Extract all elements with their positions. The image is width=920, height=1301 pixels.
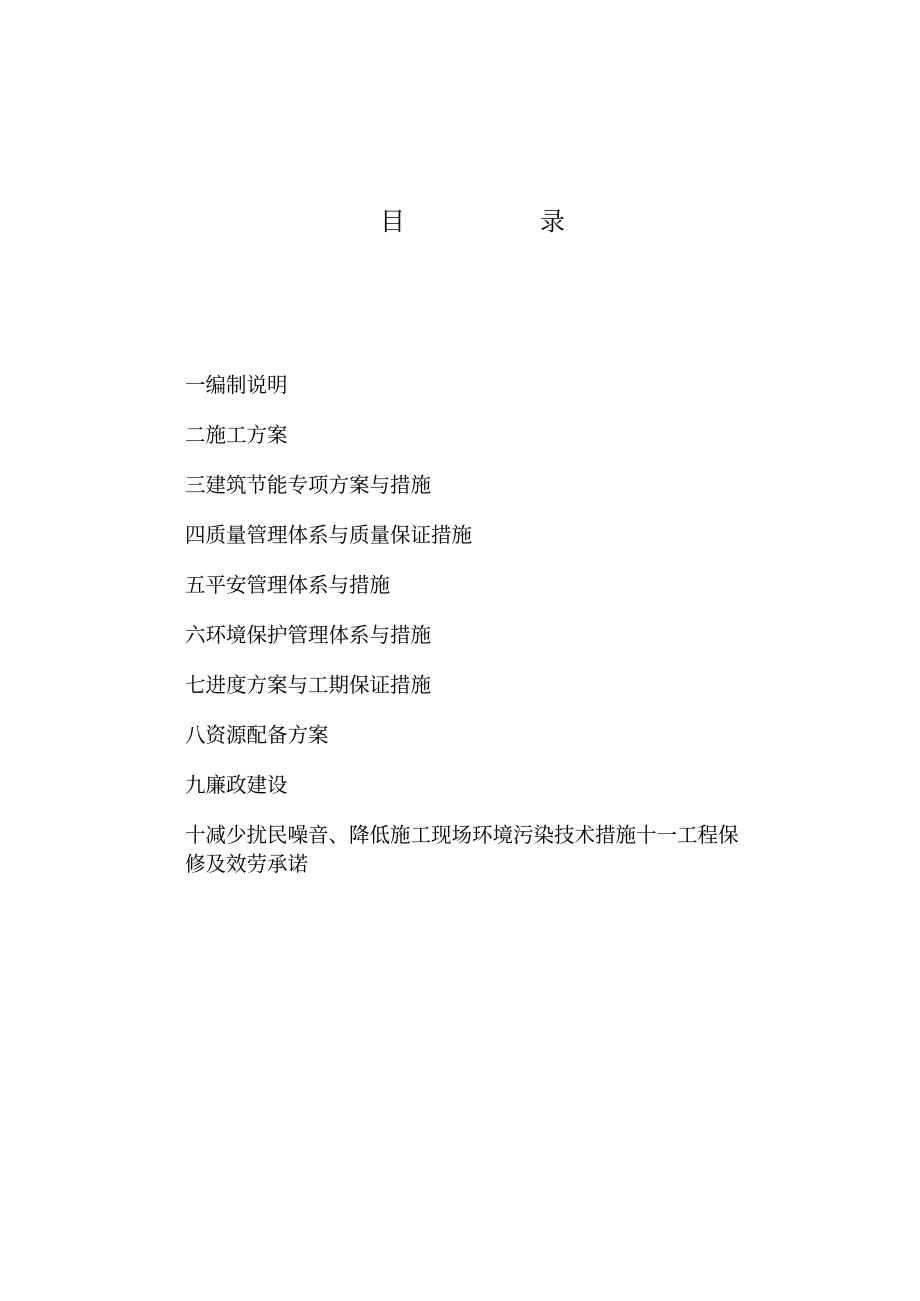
toc-title-char-1: 目 bbox=[380, 207, 406, 236]
toc-title-char-2: 录 bbox=[540, 207, 566, 236]
toc-item-4: 四质量管理体系与质量保证措施 bbox=[185, 523, 472, 547]
toc-title bbox=[0, 205, 920, 239]
table-of-contents bbox=[185, 371, 755, 900]
toc-item-10: 十减少扰民噪音、降低施工现场环境污染技术措施十一工程保修及效劳承诺 bbox=[185, 823, 739, 876]
toc-item-1: 一编制说明 bbox=[185, 373, 288, 397]
toc-item-6: 六环境保护管理体系与措施 bbox=[185, 623, 431, 647]
toc-item-2: 二施工方案 bbox=[185, 423, 288, 447]
toc-item-7: 七进度方案与工期保证措施 bbox=[185, 673, 431, 697]
toc-item-5: 五平安管理体系与措施 bbox=[185, 573, 390, 597]
toc-item-8: 八资源配备方案 bbox=[185, 723, 329, 747]
toc-item-9: 九廉政建设 bbox=[185, 773, 288, 797]
toc-item-3: 三建筑节能专项方案与措施 bbox=[185, 473, 431, 497]
